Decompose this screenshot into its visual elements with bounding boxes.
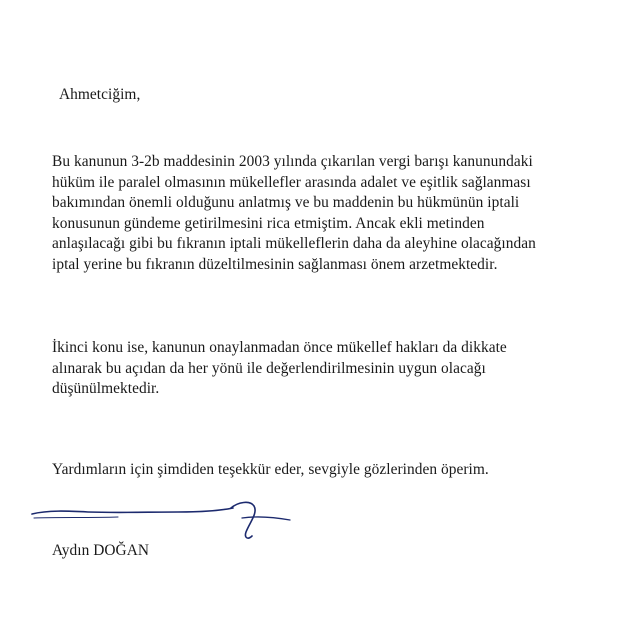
paragraph-line: Bu kanunun 3-2b maddesinin 2003 yılında çıkarılan vergi barışı kanunundaki — [52, 153, 533, 170]
paragraph-line: hüküm ile paralel olmasının mükellefler arasında adalet ve eşitlik sağlanması — [52, 173, 531, 191]
paragraph-line: İkinci konu ise, kanunun onaylanmadan önce mükellef hakları da dikkate — [52, 339, 507, 356]
paragraph-line: anlaşılacağı gibi bu fıkranın iptali mükelleflerin daha da aleyhine olacağından — [52, 235, 536, 252]
paragraph-1 — [52, 152, 536, 275]
paragraph-line: alınarak bu açıdan da her yönü ile değerlendirilmesinin uygun olacağı — [52, 359, 486, 377]
paragraph-line: düşünülmektedir. — [52, 380, 160, 397]
paragraph-3-closing — [52, 460, 489, 481]
paragraph-line: iptal yerine bu fıkranın düzeltilmesinin sağlanması önem arzetmektedir. — [52, 255, 498, 273]
handwritten-signature — [28, 496, 298, 542]
paragraph-line: bakımından önemli olduğunu anlatmış ve bu maddenin bu hükmünün iptali — [52, 194, 520, 211]
paragraph-line: Yardımların için şimdiden teşekkür eder, sevgiyle gözlerinden öperim. — [52, 461, 489, 478]
signer-name: Aydın DOĞAN — [52, 542, 150, 559]
paragraph-line: konusunun gündeme getirilmesini rica etmiştim. Ancak ekli metinden — [52, 214, 485, 232]
salutation: Ahmetciğim, — [59, 86, 141, 103]
paragraph-2 — [52, 338, 507, 400]
